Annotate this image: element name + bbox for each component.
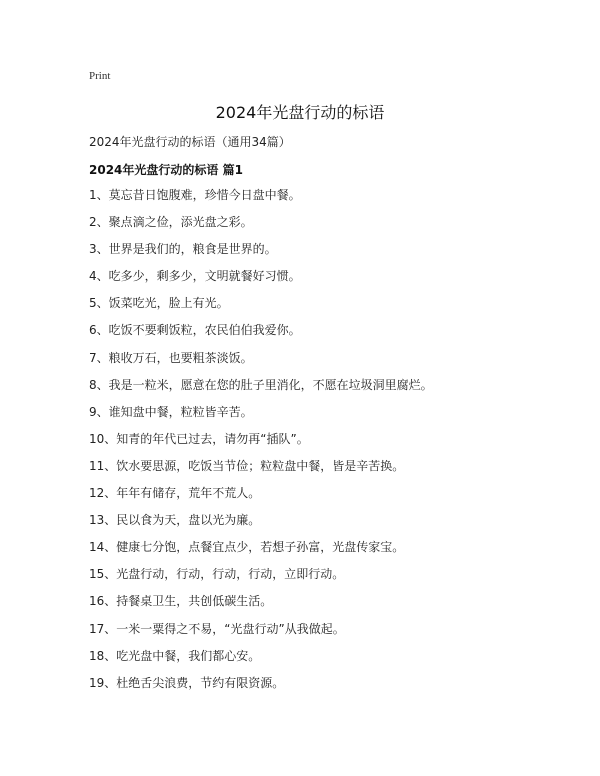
list-item: 17、一米一粟得之不易，“光盘行动”从我做起。 (89, 621, 345, 636)
list-item: 3、世界是我们的，粮食是世界的。 (89, 242, 277, 257)
list-item: 16、持餐桌卫生，共创低碳生活。 (89, 594, 273, 609)
list-item: 1、莫忘昔日饱腹难，珍惜今日盘中餐。 (89, 188, 301, 202)
document-subtitle: 2024年光盘行动的标语（通用34篇） (89, 135, 291, 149)
list-item: 11、饮水要思源，吃饭当节俭；粒粒盘中餐，皆是辛苦换。 (89, 458, 405, 473)
list-item: 5、饭菜吃光，脸上有光。 (89, 296, 229, 311)
list-item: 6、吃饭不要剩饭粒，农民伯伯我爱你。 (89, 323, 301, 338)
section-heading: 2024年光盘行动的标语 篇1 (89, 163, 243, 177)
list-item: 10、知青的年代已过去，请勿再“插队”。 (89, 431, 309, 446)
list-item: 9、谁知盘中餐，粒粒皆辛苦。 (89, 404, 253, 419)
list-item: 8、我是一粒米，愿意在您的肚子里消化，不愿在垃圾洞里腐烂。 (89, 377, 433, 392)
list-item: 15、光盘行动，行动，行动，行动，立即行动。 (89, 567, 345, 582)
list-item: 18、吃光盘中餐，我们都心安。 (89, 648, 261, 663)
list-item: 13、民以食为天，盘以光为廉。 (89, 513, 261, 528)
list-item: 2、聚点滴之俭，添光盘之彩。 (89, 215, 253, 230)
list-item: 19、杜绝舌尖浪费，节约有限资源。 (89, 675, 285, 690)
document-title: 2024年光盘行动的标语 (215, 103, 385, 122)
list-item: 14、健康七分饱，点餐宜点少，若想子孙富，光盘传家宝。 (89, 540, 405, 555)
list-item: 7、粮收万石，也要粗茶淡饭。 (89, 350, 253, 365)
list-item: 12、年年有储存，荒年不荒人。 (89, 486, 261, 501)
list-item: 4、吃多少，剩多少，文明就餐好习惯。 (89, 269, 301, 284)
slogan-list (89, 187, 433, 702)
print-link[interactable]: Print (89, 70, 111, 82)
